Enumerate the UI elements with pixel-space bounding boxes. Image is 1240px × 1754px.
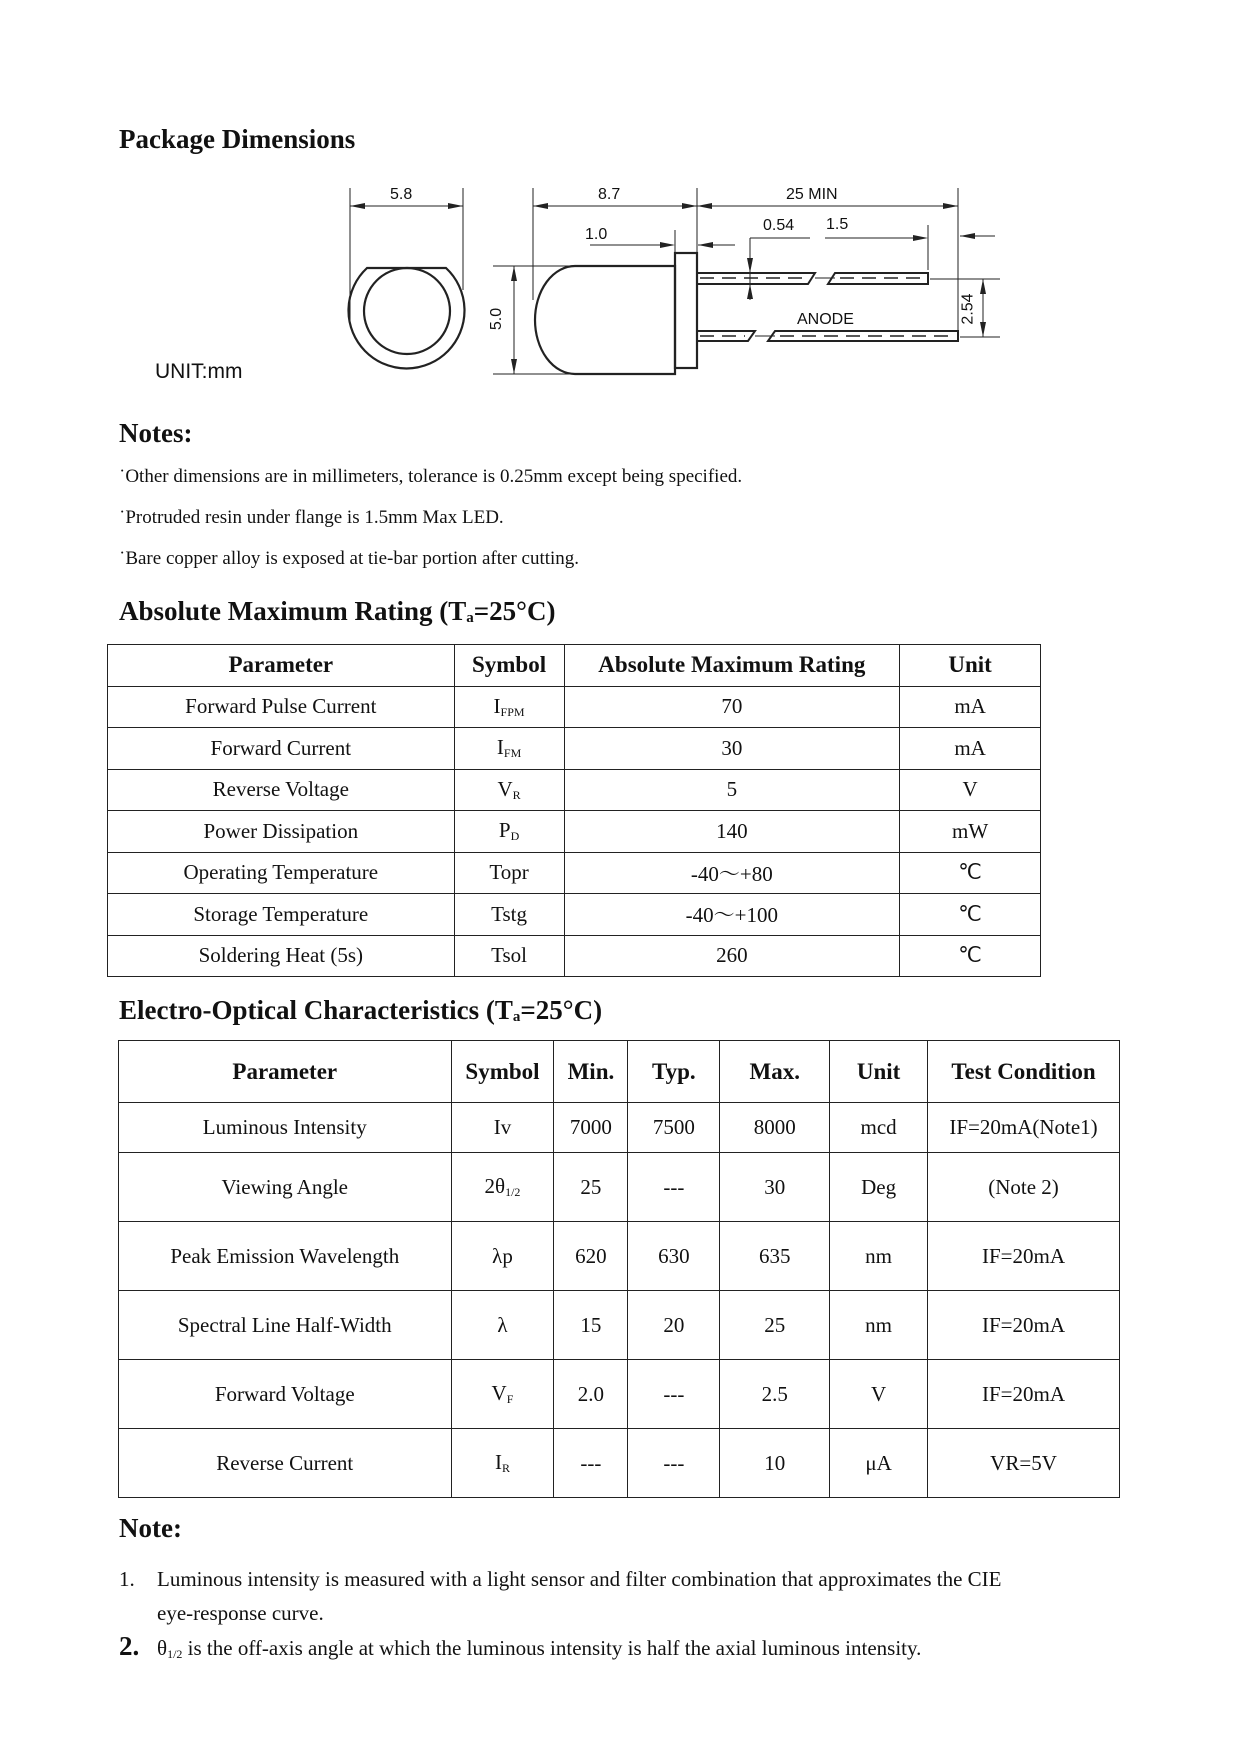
notes-heading: Notes: [119, 418, 193, 448]
footnote-item: 1. Luminous intensity is measured with a light sensor and filter combination that approximates the CIE [119, 1567, 1002, 1591]
table-row: Peak Emission Wavelength λp 620 630 635 nm IF=20mA [119, 1222, 1120, 1291]
footnote-item: 2. θ1/2 is the off-axis angle at which the luminous intensity is half the axial luminous intensity. [119, 1631, 922, 1661]
footnote-item-continuation: eye-response curve. [157, 1601, 324, 1625]
header-rating: Absolute Maximum Rating [564, 645, 900, 687]
table-row: Reverse Voltage VR 5 V [108, 769, 1041, 811]
header-unit: Unit [900, 645, 1041, 687]
table-row: Spectral Line Half-Width λ 15 20 25 nm IF=20mA [119, 1291, 1120, 1360]
absolute-max-rating-heading: Absolute Maximum Rating (Ta=25°C) [119, 596, 556, 626]
dim-lead-spacing: 2.54 [959, 293, 977, 325]
absolute-max-rating-table [107, 644, 1041, 977]
table-header-row: Parameter Symbol Min. Typ. Max. Unit Test Condition [119, 1041, 1120, 1103]
package-dimensions-heading: Package Dimensions [119, 124, 356, 154]
dim-flange: 1.0 [585, 226, 608, 243]
dim-lead-length: 25 MIN [786, 186, 838, 203]
unit-label: UNIT:mm [155, 360, 243, 383]
footnotes-heading: Note: [119, 1513, 182, 1543]
note-item: ˙Protruded resin under flange is 1.5mm Max LED. [119, 507, 504, 528]
table-row: Reverse Current IR --- --- 10 μA VR=5V [119, 1429, 1120, 1498]
note-item: ˙Other dimensions are in millimeters, tolerance is 0.25mm except being specified. [119, 466, 743, 487]
electro-optical-table [118, 1040, 1120, 1498]
table-row: Soldering Heat (5s) Tsol 260 ℃ [108, 935, 1041, 977]
table-row: Operating Temperature Topr -40～+80 ℃ [108, 852, 1041, 894]
table-row: Storage Temperature Tstg -40～+100 ℃ [108, 894, 1041, 936]
table-row: Viewing Angle 2θ1/2 25 --- 30 Deg (Note 2) [119, 1153, 1120, 1222]
table-header-row [108, 645, 1041, 687]
table-row: Forward Pulse Current IFPM 70 mA [108, 686, 1041, 728]
table-row: Forward Voltage VF 2.0 --- 2.5 V IF=20mA [119, 1360, 1120, 1429]
table-row: Forward Current IFM 30 mA [108, 728, 1041, 770]
header-symbol: Symbol [454, 645, 564, 687]
dim-lead-offset: 1.5 [826, 216, 849, 233]
table-row: Luminous Intensity Iv 7000 7500 8000 mcd IF=20mA(Note1) [119, 1103, 1120, 1153]
electro-optical-heading: Electro-Optical Characteristics (Ta=25°C) [119, 995, 603, 1025]
dim-diameter: 5.0 [488, 307, 506, 331]
dim-lead-thickness: 0.54 [763, 217, 795, 234]
table-row: Power Dissipation PD 140 mW [108, 811, 1041, 853]
anode-label: ANODE [797, 311, 854, 328]
dim-body-length: 8.7 [598, 186, 621, 203]
header-parameter: Parameter [108, 645, 455, 687]
note-item: ˙Bare copper alloy is exposed at tie-bar portion after cutting. [119, 548, 580, 569]
dim-front-width: 5.8 [390, 186, 413, 203]
